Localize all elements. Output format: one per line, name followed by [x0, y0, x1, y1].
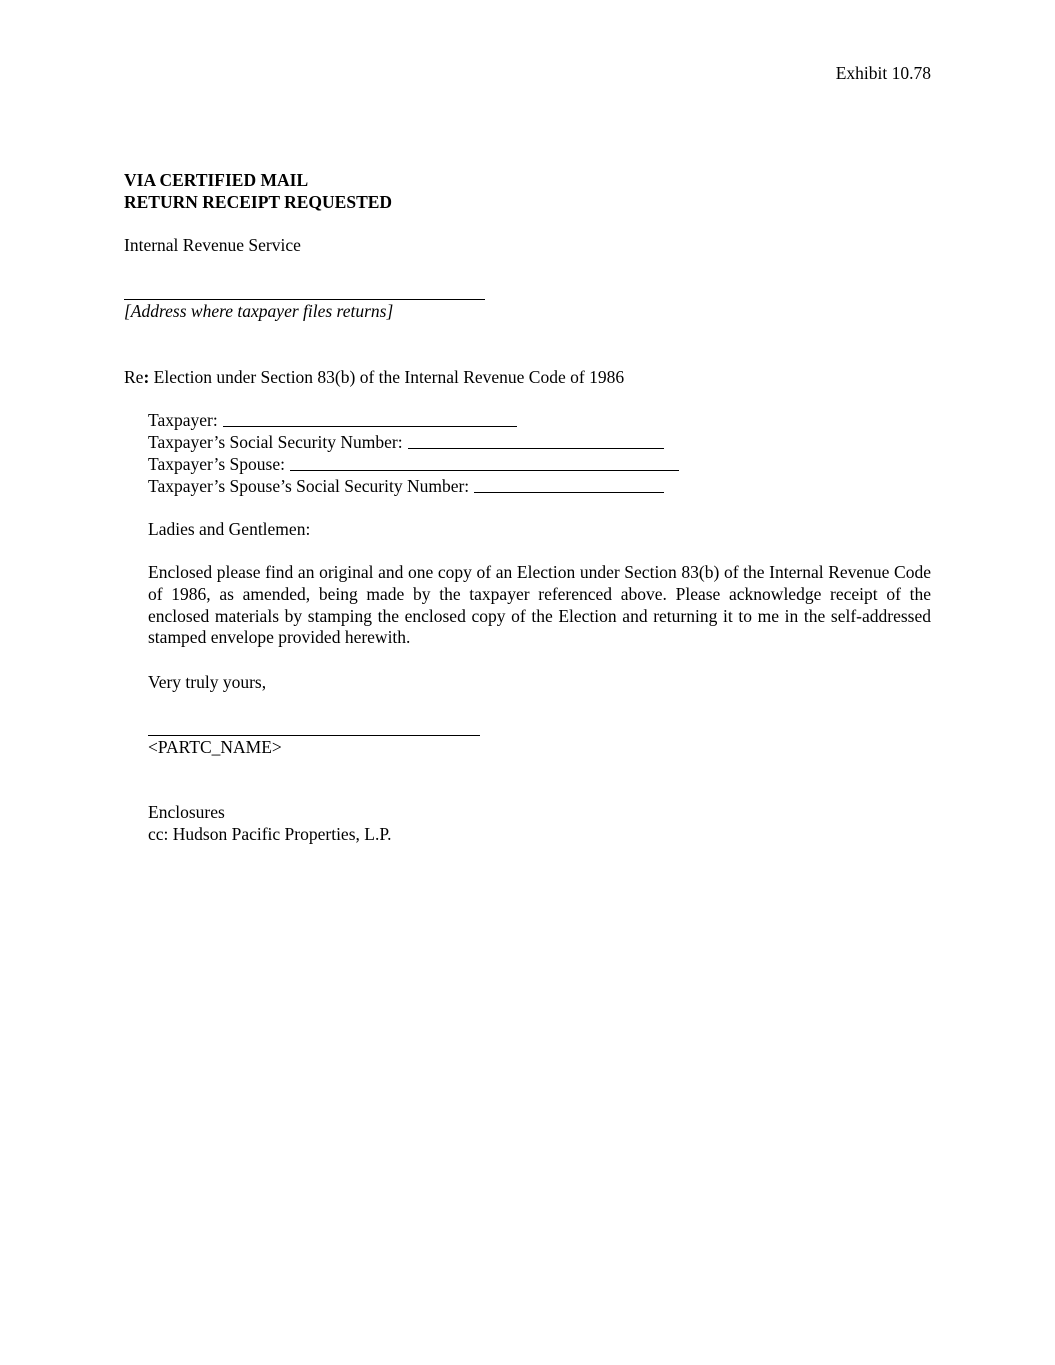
spouse-field-row — [148, 453, 679, 475]
recipient-name: Internal Revenue Service — [124, 235, 301, 255]
taxpayer-ssn-field-row — [148, 431, 679, 453]
body-paragraph: Enclosed please find an original and one copy of an Election under Section 83(b) of the Internal Revenue Code of 1986, as amended, being made by the taxpayer referenced above. Please acknowledge receipt of the enclosed materials by stamping the enclosed copy of the Election and returning it to me in the self-addressed stamped envelope provided herewith. — [148, 562, 931, 648]
taxpayer-field-row — [148, 409, 679, 431]
re-prefix: Re — [124, 367, 144, 387]
address-placeholder: [Address where taxpayer files returns] — [124, 301, 394, 321]
re-colon: : — [143, 367, 150, 387]
spouse-ssn-blank[interactable] — [474, 475, 664, 493]
salutation: Ladies and Gentlemen: — [148, 519, 311, 539]
exhibit-number: Exhibit 10.78 — [835, 63, 931, 83]
enclosures-note: Enclosures — [148, 802, 225, 822]
spouse-ssn-field-row — [148, 475, 679, 497]
taxpayer-ssn-label: Taxpayer’s Social Security Number: — [148, 432, 403, 452]
taxpayer-label: Taxpayer: — [148, 410, 218, 430]
cc-note: cc: Hudson Pacific Properties, L.P. — [148, 824, 392, 844]
mailing-instructions — [124, 169, 392, 213]
spouse-blank[interactable] — [290, 453, 679, 471]
mailing-line-return-receipt: RETURN RECEIPT REQUESTED — [124, 192, 393, 212]
spouse-ssn-label: Taxpayer’s Spouse’s Social Security Number: — [148, 476, 470, 496]
re-line — [124, 366, 624, 388]
taxpayer-fields — [148, 409, 679, 497]
re-subject: Election under Section 83(b) of the Internal Revenue Code of 1986 — [149, 367, 625, 387]
spouse-label: Taxpayer’s Spouse: — [148, 454, 285, 474]
mailing-line-certified: VIA CERTIFIED MAIL — [124, 170, 309, 190]
closing: Very truly yours, — [148, 672, 267, 692]
signer-name: <PARTC_NAME> — [148, 737, 282, 757]
taxpayer-blank[interactable] — [223, 409, 517, 427]
taxpayer-ssn-blank[interactable] — [408, 431, 664, 449]
